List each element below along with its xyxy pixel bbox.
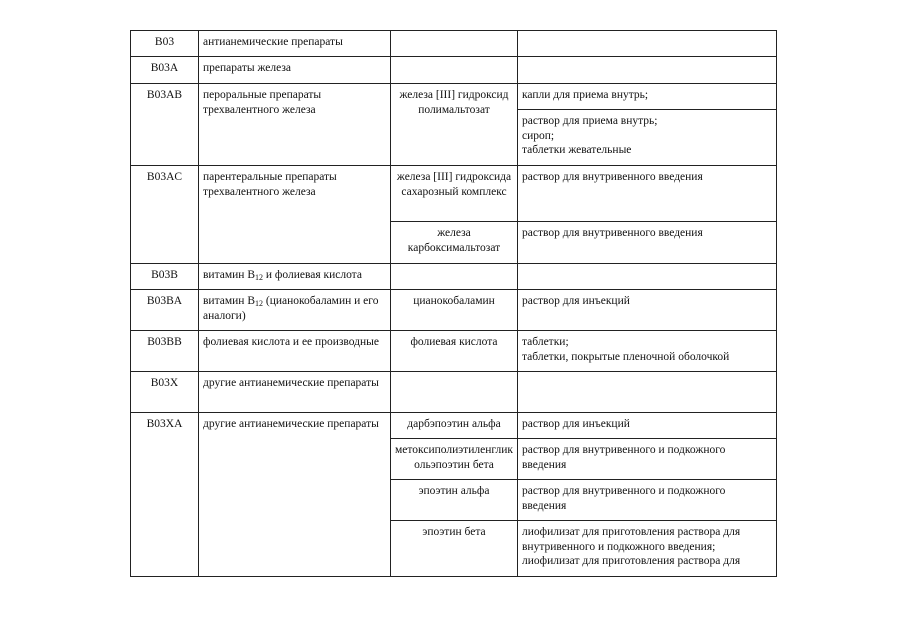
inn-cell: метоксиполиэтиленгликольэпоэтин бета bbox=[391, 439, 518, 480]
group-name-text: (цианокобаламин и его аналоги) bbox=[203, 295, 379, 322]
group-name-cell bbox=[199, 290, 391, 331]
inn-cell bbox=[391, 264, 518, 290]
dosage-form-cell bbox=[518, 521, 777, 577]
atc-code-cell: B03XA bbox=[131, 413, 199, 577]
inn-cell bbox=[391, 372, 518, 413]
group-name-cell: фолиевая кислота и ее производные bbox=[199, 331, 391, 372]
table-row bbox=[131, 57, 777, 84]
inn-cell: фолиевая кислота bbox=[391, 331, 518, 372]
table-row bbox=[131, 290, 777, 331]
table-row bbox=[131, 331, 777, 372]
group-name-cell: парентеральные препараты трехвалентного железа bbox=[199, 166, 391, 264]
inn-cell: эпоэтин бета bbox=[391, 521, 518, 577]
inn-cell: железа [III] гидроксида сахарозный комплекс bbox=[391, 166, 518, 222]
dosage-form-cell: раствор для внутривенного и подкожного введения bbox=[518, 480, 777, 521]
atc-code-cell: B03BA bbox=[131, 290, 199, 331]
dosage-form-cell: раствор для внутривенного и подкожного введения bbox=[518, 439, 777, 480]
subscript: 12 bbox=[255, 273, 263, 282]
group-name-cell bbox=[199, 264, 391, 290]
dosage-form-cell: раствор для инъекций bbox=[518, 413, 777, 439]
table-row bbox=[131, 264, 777, 290]
group-name-text: витамин B bbox=[203, 295, 255, 307]
dosage-form-cell bbox=[518, 31, 777, 57]
atc-code-cell: B03AC bbox=[131, 166, 199, 264]
inn-cell bbox=[391, 31, 518, 57]
group-name-text: витамин B bbox=[203, 269, 255, 281]
dosage-form-cell: раствор для инъекций bbox=[518, 290, 777, 331]
table-row bbox=[131, 413, 777, 439]
dosage-form-cell bbox=[518, 331, 777, 372]
group-name-cell: антианемические препараты bbox=[199, 31, 391, 57]
atc-code-cell: B03A bbox=[131, 57, 199, 84]
atc-code-cell: B03 bbox=[131, 31, 199, 57]
group-name-cell: пероральные препараты трехвалентного железа bbox=[199, 84, 391, 166]
dosage-form-line: таблетки, покрытые пленочной оболочкой bbox=[522, 350, 730, 363]
dosage-form-cell bbox=[518, 372, 777, 413]
table-row bbox=[131, 166, 777, 222]
dosage-form-cell: капли для приема внутрь; bbox=[518, 84, 777, 110]
table-row bbox=[131, 372, 777, 413]
dosage-form-line: таблетки; bbox=[522, 336, 569, 348]
dosage-form-cell bbox=[518, 57, 777, 84]
dosage-form-line: таблетки жевательные bbox=[522, 144, 632, 156]
atc-drug-table bbox=[130, 30, 777, 577]
group-name-cell: препараты железа bbox=[199, 57, 391, 84]
subscript: 12 bbox=[255, 299, 263, 308]
inn-cell: железа [III] гидроксид полимальтозат bbox=[391, 84, 518, 166]
inn-cell: дарбэпоэтин альфа bbox=[391, 413, 518, 439]
dosage-form-text: лиофилизат для приготовления раствора для внутривенного и подкожного введения; лиофилизат для приготовления раствора для bbox=[522, 526, 741, 567]
dosage-form-cell bbox=[518, 110, 777, 166]
table-row bbox=[131, 31, 777, 57]
inn-cell: эпоэтин альфа bbox=[391, 480, 518, 521]
dosage-form-cell: раствор для внутривенного введения bbox=[518, 166, 777, 222]
atc-code-cell: B03AB bbox=[131, 84, 199, 166]
group-name-text: и фолиевая кислота bbox=[263, 269, 362, 281]
atc-code-cell: B03BB bbox=[131, 331, 199, 372]
dosage-form-line: сироп; bbox=[522, 129, 555, 142]
atc-code-cell: B03B bbox=[131, 264, 199, 290]
inn-cell: цианокобаламин bbox=[391, 290, 518, 331]
dosage-form-cell: раствор для внутривенного введения bbox=[518, 222, 777, 264]
group-name-cell: другие антианемические препараты bbox=[199, 413, 391, 577]
inn-cell: железа карбоксимальтозат bbox=[391, 222, 518, 264]
dosage-form-cell bbox=[518, 264, 777, 290]
group-name-cell: другие антианемические препараты bbox=[199, 372, 391, 413]
drug-table-page bbox=[130, 30, 777, 577]
dosage-form-line: раствор для приема внутрь; bbox=[522, 115, 658, 127]
inn-cell bbox=[391, 57, 518, 84]
table-row bbox=[131, 84, 777, 110]
atc-code-cell: B03X bbox=[131, 372, 199, 413]
